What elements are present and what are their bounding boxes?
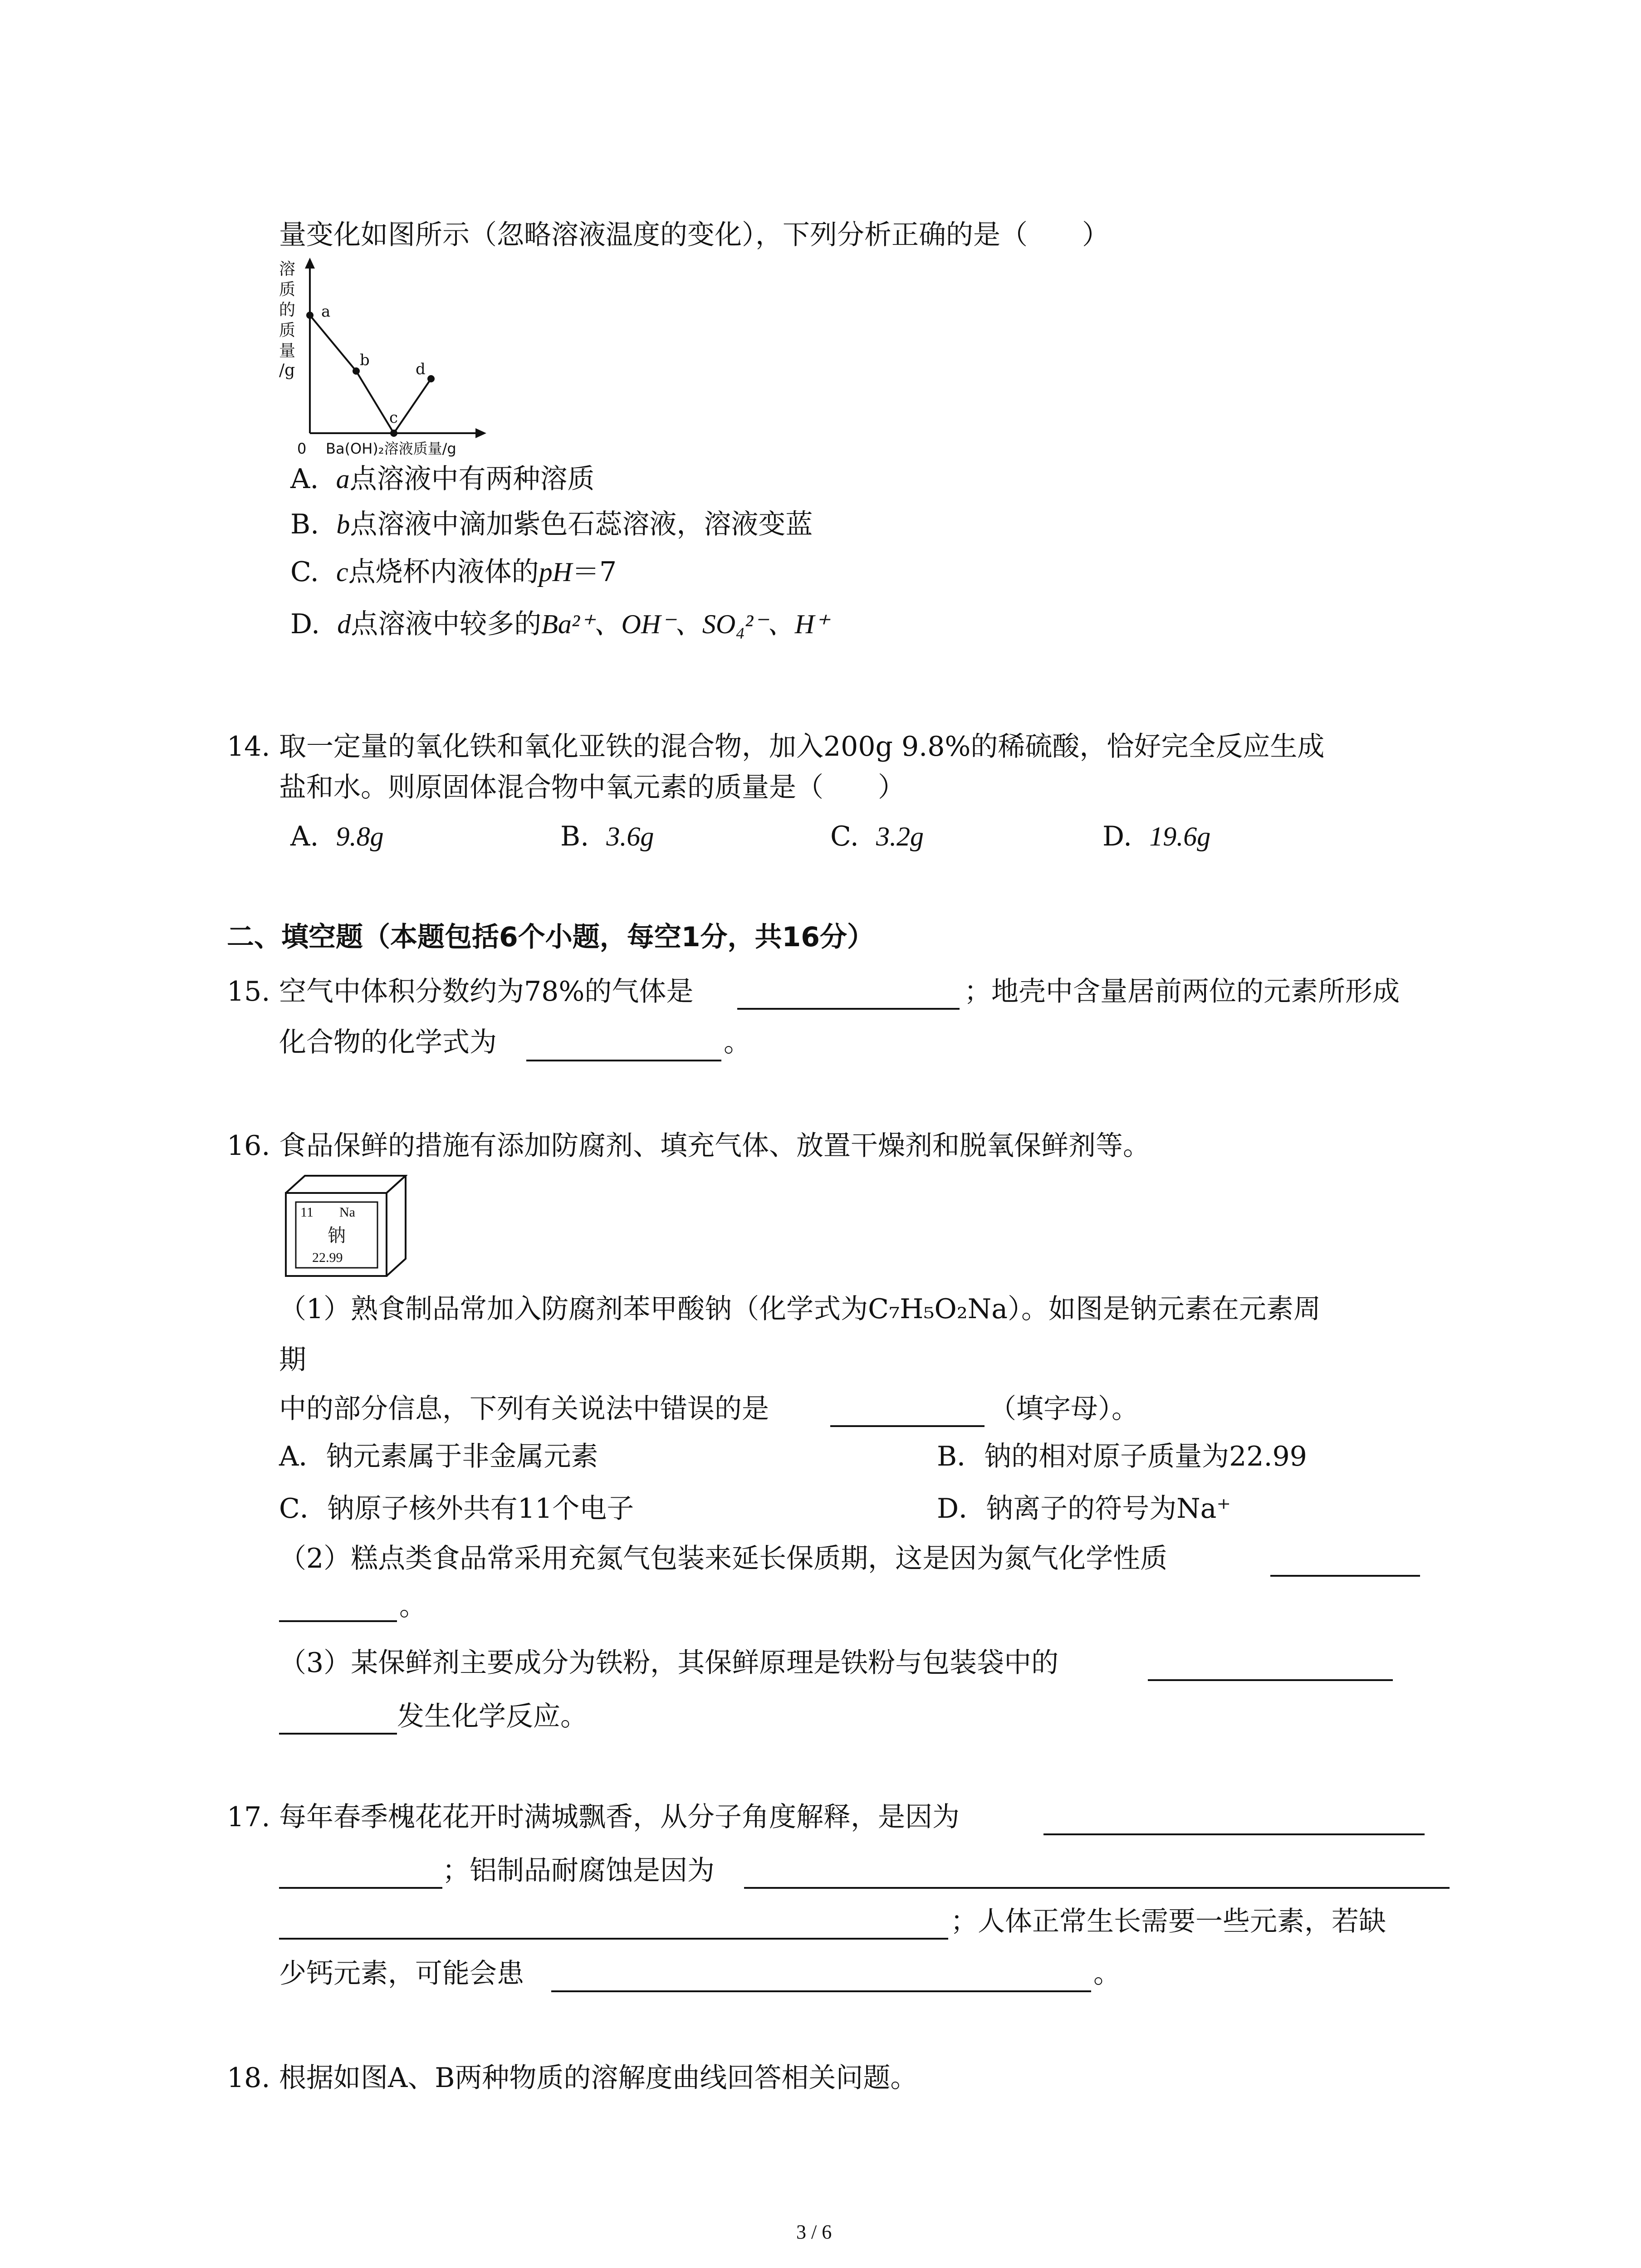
- q15-answer-blank-1[interactable]: [737, 1008, 960, 1010]
- page-number: 3 / 6: [796, 2221, 832, 2243]
- graph-point-label: c: [389, 409, 398, 427]
- element-atomic-number: 11: [300, 1205, 314, 1220]
- q16-option-d: D．钠离子的符号为Na⁺: [937, 1493, 1231, 1525]
- q17-number: 17.: [227, 1801, 270, 1833]
- q17-line1: 每年春季槐花花开时满城飘香，从分子角度解释，是因为: [279, 1801, 960, 1833]
- graph-origin: 0: [297, 440, 307, 457]
- q18-text: 根据如图A、B两种物质的溶解度曲线回答相关问题。: [279, 2062, 918, 2094]
- q16-intro: 食品保鲜的措施有添加防腐剂、填充气体、放置干燥剂和脱氧保鲜剂等。: [279, 1130, 1150, 1162]
- q16-answer-blank-1[interactable]: [830, 1425, 985, 1427]
- element-name: 钠: [328, 1225, 346, 1246]
- graph-y-char: 量: [279, 342, 296, 360]
- q14-option-b: B. 3.6g: [560, 821, 654, 852]
- q15-part4: 。: [724, 1026, 751, 1058]
- element-mass: 22.99: [312, 1250, 343, 1265]
- q17-answer-blank-1a[interactable]: [1043, 1833, 1425, 1835]
- q17-line4a: 少钙元素，可能会患: [279, 1958, 524, 1989]
- q15-part2: ；地壳中含量居前两位的元素所形成: [964, 976, 1400, 1007]
- q14-option-a: A. 9.8g: [290, 821, 384, 852]
- q16-option-a: A．钠元素属于非金属元素: [279, 1441, 598, 1472]
- graph-y-char: 质: [279, 321, 296, 340]
- q17-answer-blank-1b[interactable]: [279, 1887, 442, 1889]
- q16-p1-line2: 期: [279, 1344, 306, 1376]
- graph-y-char: 溶: [279, 260, 296, 279]
- graph-x-label: Ba(OH)₂溶液质量/g: [326, 440, 456, 457]
- q15-part1: 空气中体积分数约为78%的气体是: [279, 976, 694, 1007]
- graph-point-label: d: [416, 360, 426, 378]
- q17-line4b: 。: [1093, 1958, 1121, 1989]
- section-heading: 二、填空题（本题包括6个小题，每空1分，共16分）: [227, 921, 874, 953]
- q16-answer-blank-3a[interactable]: [1148, 1679, 1393, 1681]
- q16-answer-blank-2b[interactable]: [279, 1620, 397, 1622]
- q13-stem-tail: 量变化如图所示（忽略溶液温度的变化），下列分析正确的是（ ）: [279, 219, 1109, 251]
- q14-line1: 取一定量的氧化铁和氧化亚铁的混合物，加入200g 9.8%的稀硫酸，恰好完全反应生成: [279, 731, 1325, 763]
- element-card-box: [285, 1175, 407, 1277]
- q16-p3-line1: （3）某保鲜剂主要成分为铁粉，其保鲜原理是铁粉与包装袋中的: [279, 1647, 1059, 1679]
- q16-p3-line2: 发生化学反应。: [397, 1701, 588, 1732]
- q16-number: 16.: [227, 1130, 270, 1162]
- q13-solute-mass-graph: [277, 254, 504, 467]
- q14-option-d: D. 19.6g: [1102, 821, 1211, 852]
- q16-option-c: C．钠原子核外共有11个电子: [279, 1493, 634, 1525]
- q13-option-b: B. b点溶液中滴加紫色石蕊溶液，溶液变蓝: [290, 508, 813, 540]
- q18-number: 18.: [227, 2062, 270, 2094]
- q16-answer-blank-2a[interactable]: [1270, 1575, 1420, 1577]
- q16-answer-blank-3b[interactable]: [279, 1733, 397, 1735]
- q13-option-c: C. c点烧杯内液体的pH＝7: [290, 556, 617, 588]
- q17-line2: ；铝制品耐腐蚀是因为: [442, 1855, 715, 1887]
- q17-answer-blank-2b[interactable]: [279, 1938, 948, 1940]
- element-symbol: Na: [339, 1205, 355, 1220]
- q15-answer-blank-2[interactable]: [526, 1060, 721, 1061]
- graph-y-char: 质: [279, 280, 296, 299]
- q17-line3: ；人体正常生长需要一些元素，若缺: [950, 1906, 1386, 1937]
- graph-y-char: 的: [279, 301, 296, 319]
- q15-number: 15.: [227, 976, 270, 1007]
- q17-answer-blank-2a[interactable]: [744, 1887, 1450, 1889]
- q16-p1-line3b: （填字母）。: [989, 1393, 1139, 1425]
- q14-line2: 盐和水。则原固体混合物中氧元素的质量是（ ）: [279, 772, 905, 803]
- sodium-element-card: [285, 1175, 407, 1277]
- graph-y-char: /g: [279, 361, 295, 380]
- q14-number: 14.: [227, 731, 270, 763]
- q16-p1-line1: （1）熟食制品常加入防腐剂苯甲酸钠（化学式为C₇H₅O₂Na）。如图是钠元素在元素周: [279, 1293, 1321, 1325]
- q16-p2-end: 。: [399, 1590, 426, 1622]
- q16-p2-line1: （2）糕点类食品常采用充氮气包装来延长保质期，这是因为氮气化学性质: [279, 1543, 1168, 1574]
- q14-option-c: C. 3.2g: [830, 821, 924, 852]
- q17-answer-blank-3[interactable]: [551, 1990, 1091, 1992]
- graph-point-label: a: [321, 303, 331, 321]
- q13-option-a: A. a点溶液中有两种溶质: [290, 463, 595, 495]
- q15-part3: 化合物的化学式为: [279, 1026, 497, 1058]
- q16-option-b: B．钠的相对原子质量为22.99: [937, 1441, 1307, 1472]
- q16-p1-line3a: 中的部分信息，下列有关说法中错误的是: [279, 1393, 769, 1425]
- graph-point-label: b: [360, 351, 370, 369]
- q13-option-d: D. d点溶液中较多的Ba²⁺、OH⁻、SO₄²⁻、H⁺: [290, 608, 829, 640]
